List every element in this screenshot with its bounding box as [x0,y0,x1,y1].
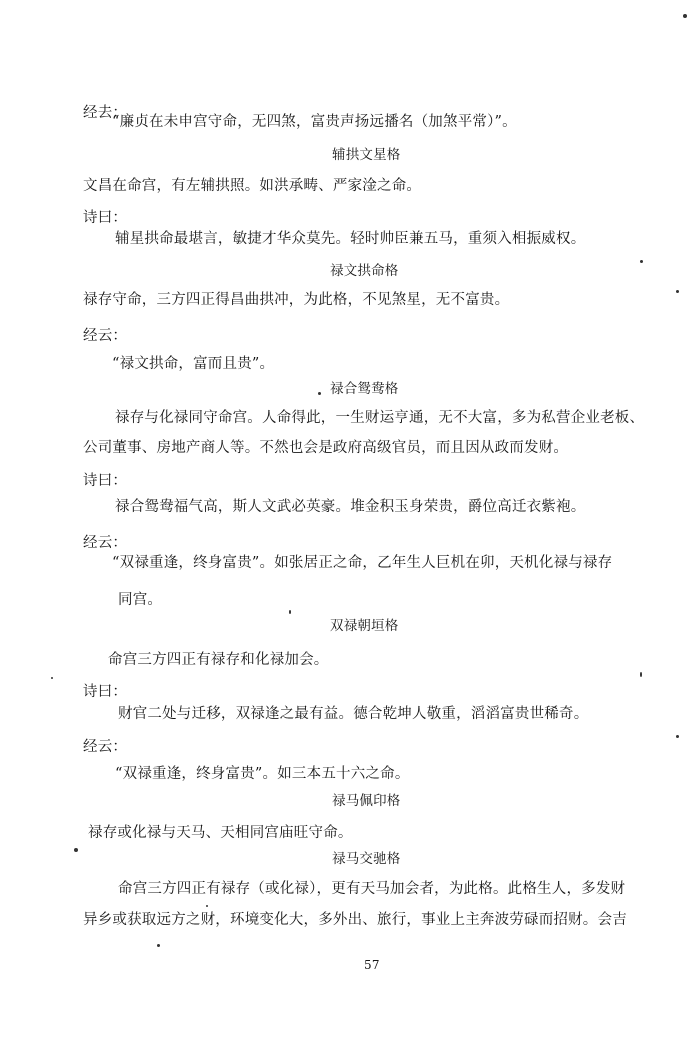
section-title: 禄马交驰格 [332,851,401,867]
scripture-label: 经云： [83,739,128,755]
quote-line: “禄文拱命，富而且贵”。 [112,356,275,372]
section-title: 辅拱文星格 [332,147,401,163]
body-line: 命宫三方四正有禄存和化禄加会。 [108,652,329,668]
poem-line: 辅星拱命最堪言，敏捷才华众莫先。轻时帅臣兼五马，重须入相振威权。 [115,231,586,247]
scripture-label: 经云： [83,328,128,344]
scan-speck [683,14,687,18]
quote-line: “双禄重逢，终身富贵”。如张居正之命，乙年生人巨机在卯，天机化禄与禄存 [112,555,613,571]
quote-line: “双禄重逢，终身富贵”。如三本五十六之命。 [115,766,410,782]
scan-speck [676,735,679,738]
poem-line: 禄合鸳鸯福气高，斯人文武必英豪。堆金积玉身荣贵，爵位高迁衣紫袍。 [115,499,586,515]
scripture-label: 经云： [83,535,128,551]
body-line: 异乡或获取远方之财，环境变化大，多外出、旅行，事业上主奔波劳碌而招财。会吉 [83,912,627,928]
section-title: 双禄朝垣格 [330,618,399,634]
scan-speck [51,677,53,679]
scan-speck [206,905,208,907]
body-line: 同宫。 [118,592,163,608]
body-line: 公司董事、房地产商人等。不然也会是政府高级官员，而且因从政而发财。 [83,440,569,456]
scan-speck [289,610,291,614]
body-line: 禄存与化禄同守命宫。人命得此，一生财运亨通，无不大富，多为私营企业老板、 [115,410,645,426]
body-line: 文昌在命宫，有左辅拱照。如洪承畴、严家淦之命。 [83,178,422,194]
scripture-label: 经去： [83,105,128,121]
section-title: 禄合鸳鸯格 [330,381,399,397]
scan-speck [157,944,160,947]
section-title: 禄文拱命格 [330,263,399,279]
page-number: 57 [364,958,380,972]
section-title: 禄马佩印格 [332,793,401,809]
quote-line: “廉贞在未申宫守命，无四煞，富贵声扬远播名（加煞平常）”。 [112,114,517,130]
poem-label: 诗曰： [83,473,128,489]
poem-label: 诗曰： [83,684,128,700]
scan-speck [640,672,642,677]
body-line: 禄存或化禄与天马、天相同宫庙旺守命。 [88,825,353,841]
body-line: 命宫三方四正有禄存（或化禄），更有天马加会者，为此格。此格生人，多发财 [118,881,626,897]
scan-speck [318,392,321,395]
poem-label: 诗曰： [83,210,128,226]
poem-line: 财官二处与迁移，双禄逢之最有益。德合乾坤人敬重，滔滔富贵世稀奇。 [118,706,589,722]
scan-speck [74,848,78,852]
scan-speck [640,260,643,263]
scan-speck [676,290,679,293]
body-line: 禄存守命，三方四正得昌曲拱冲，为此格，不见煞星，无不富贵。 [83,292,510,308]
